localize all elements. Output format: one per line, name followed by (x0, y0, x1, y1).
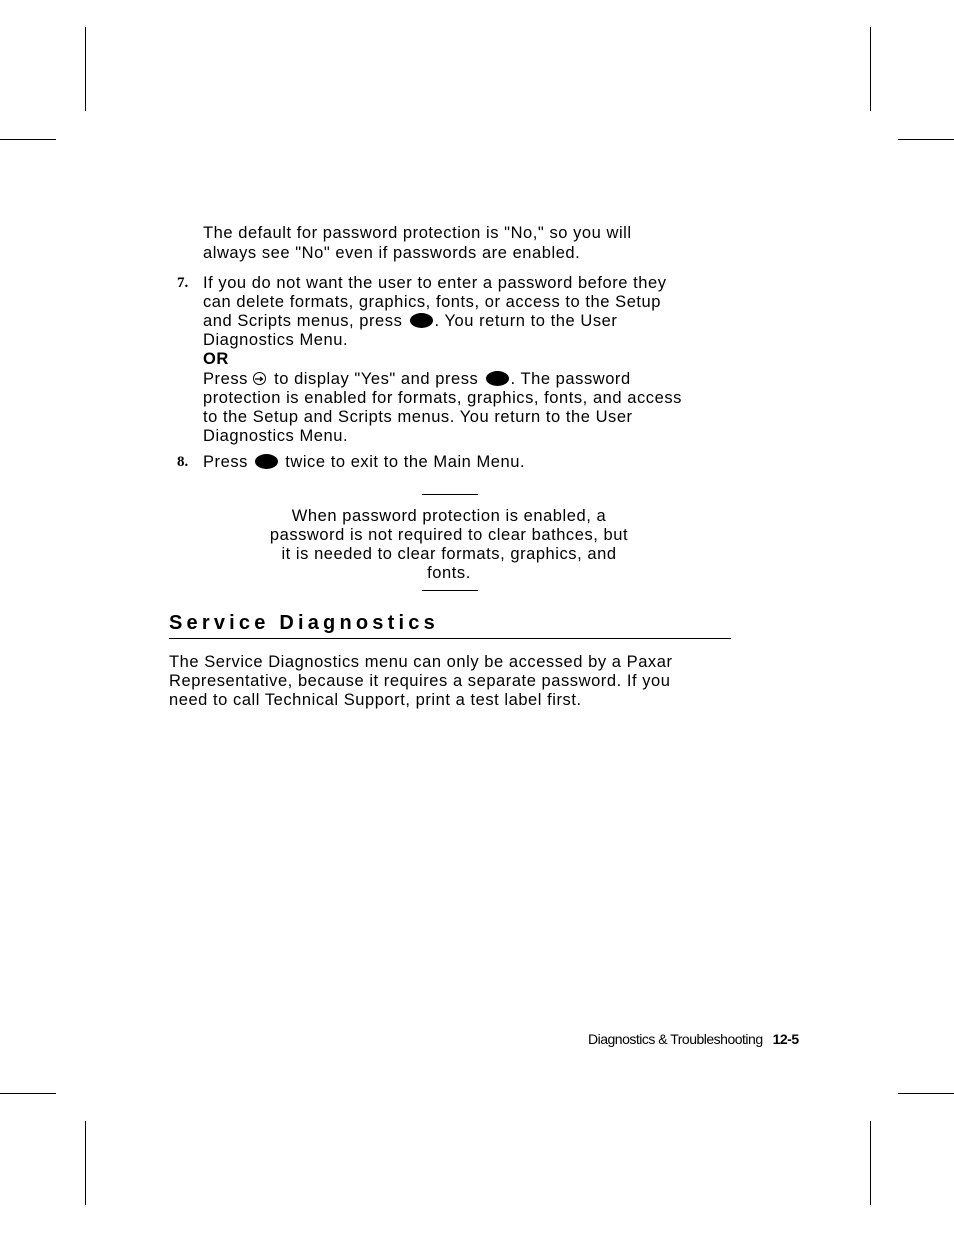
step-text: Diagnostics Menu. (203, 331, 349, 349)
note-line: password is not required to clear bathces, but (269, 526, 629, 544)
step-text-part: and Scripts menus, press (203, 312, 403, 330)
step-text: If you do not want the user to enter a password before they (203, 274, 667, 292)
note-line: fonts. (427, 564, 471, 582)
enter-key-icon (486, 371, 509, 386)
page-number: 12-5 (772, 1031, 799, 1047)
step-text-part: . You return to the User (434, 312, 618, 330)
crop-mark (0, 139, 56, 140)
footer-chapter: Diagnostics & Troubleshooting (588, 1031, 763, 1047)
section-heading: Service Diagnostics (169, 612, 439, 634)
crop-mark (85, 1121, 86, 1205)
step-text-part: Press (203, 370, 248, 388)
step-number: 8. (177, 454, 189, 470)
right-arrow-key-icon (253, 372, 266, 385)
note-rule-top (422, 494, 478, 495)
step-text-part: . The password (510, 370, 631, 388)
step-text: to the Setup and Scripts menus. You return to the User (203, 408, 633, 426)
heading-underline (169, 638, 731, 639)
crop-mark (0, 1093, 56, 1094)
step-text (203, 312, 617, 331)
note-line: it is needed to clear formats, graphics, and (281, 545, 617, 563)
intro-line: The default for password protection is "No," so you will (203, 224, 632, 242)
crop-mark (870, 1121, 871, 1205)
intro-line: always see "No" even if passwords are enabled. (203, 244, 581, 262)
step-text: Diagnostics Menu. (203, 427, 349, 445)
note-rule-bottom (422, 590, 478, 591)
section-text: Representative, because it requires a separate password. If you (169, 672, 671, 690)
section-text: need to call Technical Support, print a test label first. (169, 691, 582, 709)
step-text: can delete formats, graphics, fonts, or access to the Setup (203, 293, 662, 311)
crop-mark (898, 139, 954, 140)
crop-mark (898, 1093, 954, 1094)
or-label: OR (203, 350, 229, 368)
step-text-part: Press (203, 453, 248, 471)
section-text: The Service Diagnostics menu can only be accessed by a Paxar (169, 653, 673, 671)
step-text-part: to display "Yes" and press (274, 370, 479, 388)
enter-key-icon (255, 454, 278, 469)
step-text: protection is enabled for formats, graphics, fonts, and access (203, 389, 682, 407)
note-line: When password protection is enabled, a (291, 507, 607, 525)
step-number: 7. (177, 275, 189, 291)
step-text (203, 453, 525, 472)
crop-mark (870, 27, 871, 111)
enter-key-icon (410, 313, 433, 328)
crop-mark (85, 27, 86, 111)
step-text (203, 370, 631, 389)
page-footer (588, 1031, 799, 1047)
step-text-part: twice to exit to the Main Menu. (285, 453, 526, 471)
